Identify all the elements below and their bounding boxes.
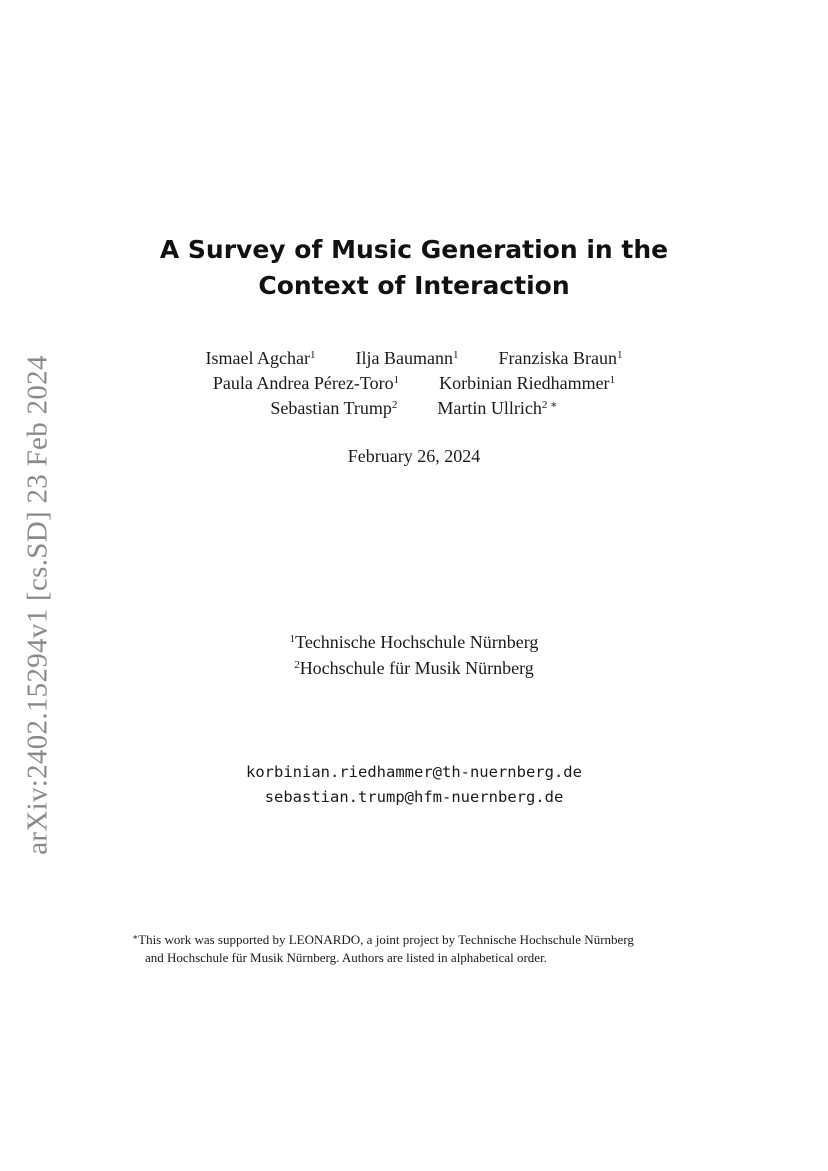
author-row-1 [0, 346, 828, 371]
title-line-2: Context of Interaction [258, 271, 570, 300]
title-line-1: A Survey of Music Generation in the [159, 235, 669, 264]
footnote-mark: ∗ [132, 932, 139, 942]
author: Ilja Baumann$^1$ [355, 348, 459, 368]
footnote-line-1: ∗This work was supported by LEONARDO, a joint project by Technische Hochschule Nürnberg [132, 932, 634, 947]
affiliation: $^1$Technische Hochschule Nürnberg [289, 632, 539, 652]
author: Sebastian Trump$^2$ [270, 398, 398, 418]
author-row-3 [0, 396, 828, 421]
author-list [0, 346, 828, 421]
footnote [132, 931, 712, 967]
author: Paula Andrea Pérez-Toro$^1$ [212, 373, 400, 393]
author: Ismael Agchar$^1$ [205, 348, 316, 368]
author: Franziska Braun$^1$ [498, 348, 623, 368]
author: Martin Ullrich$^{2 ∗}$ [437, 398, 558, 418]
author-row-2 [0, 371, 828, 396]
email-address: korbinian.riedhammer@th-nuernberg.de [246, 763, 582, 781]
affiliation-list [0, 629, 828, 681]
paper-title [0, 232, 828, 304]
author: Korbinian Riedhammer$^1$ [439, 373, 616, 393]
arxiv-identifier: arXiv:2402.15294v1 [cs.SD] 23 Feb 2024 [21, 355, 54, 855]
affiliation: $^2$Hochschule für Musik Nürnberg [294, 658, 534, 678]
footnote-line-2: and Hochschule für Musik Nürnberg. Authors are listed in alphabetical order. [145, 950, 547, 965]
email-address: sebastian.trump@hfm-nuernberg.de [264, 788, 564, 806]
contact-emails [0, 760, 828, 810]
publication-date: February 26, 2024 [347, 446, 481, 466]
